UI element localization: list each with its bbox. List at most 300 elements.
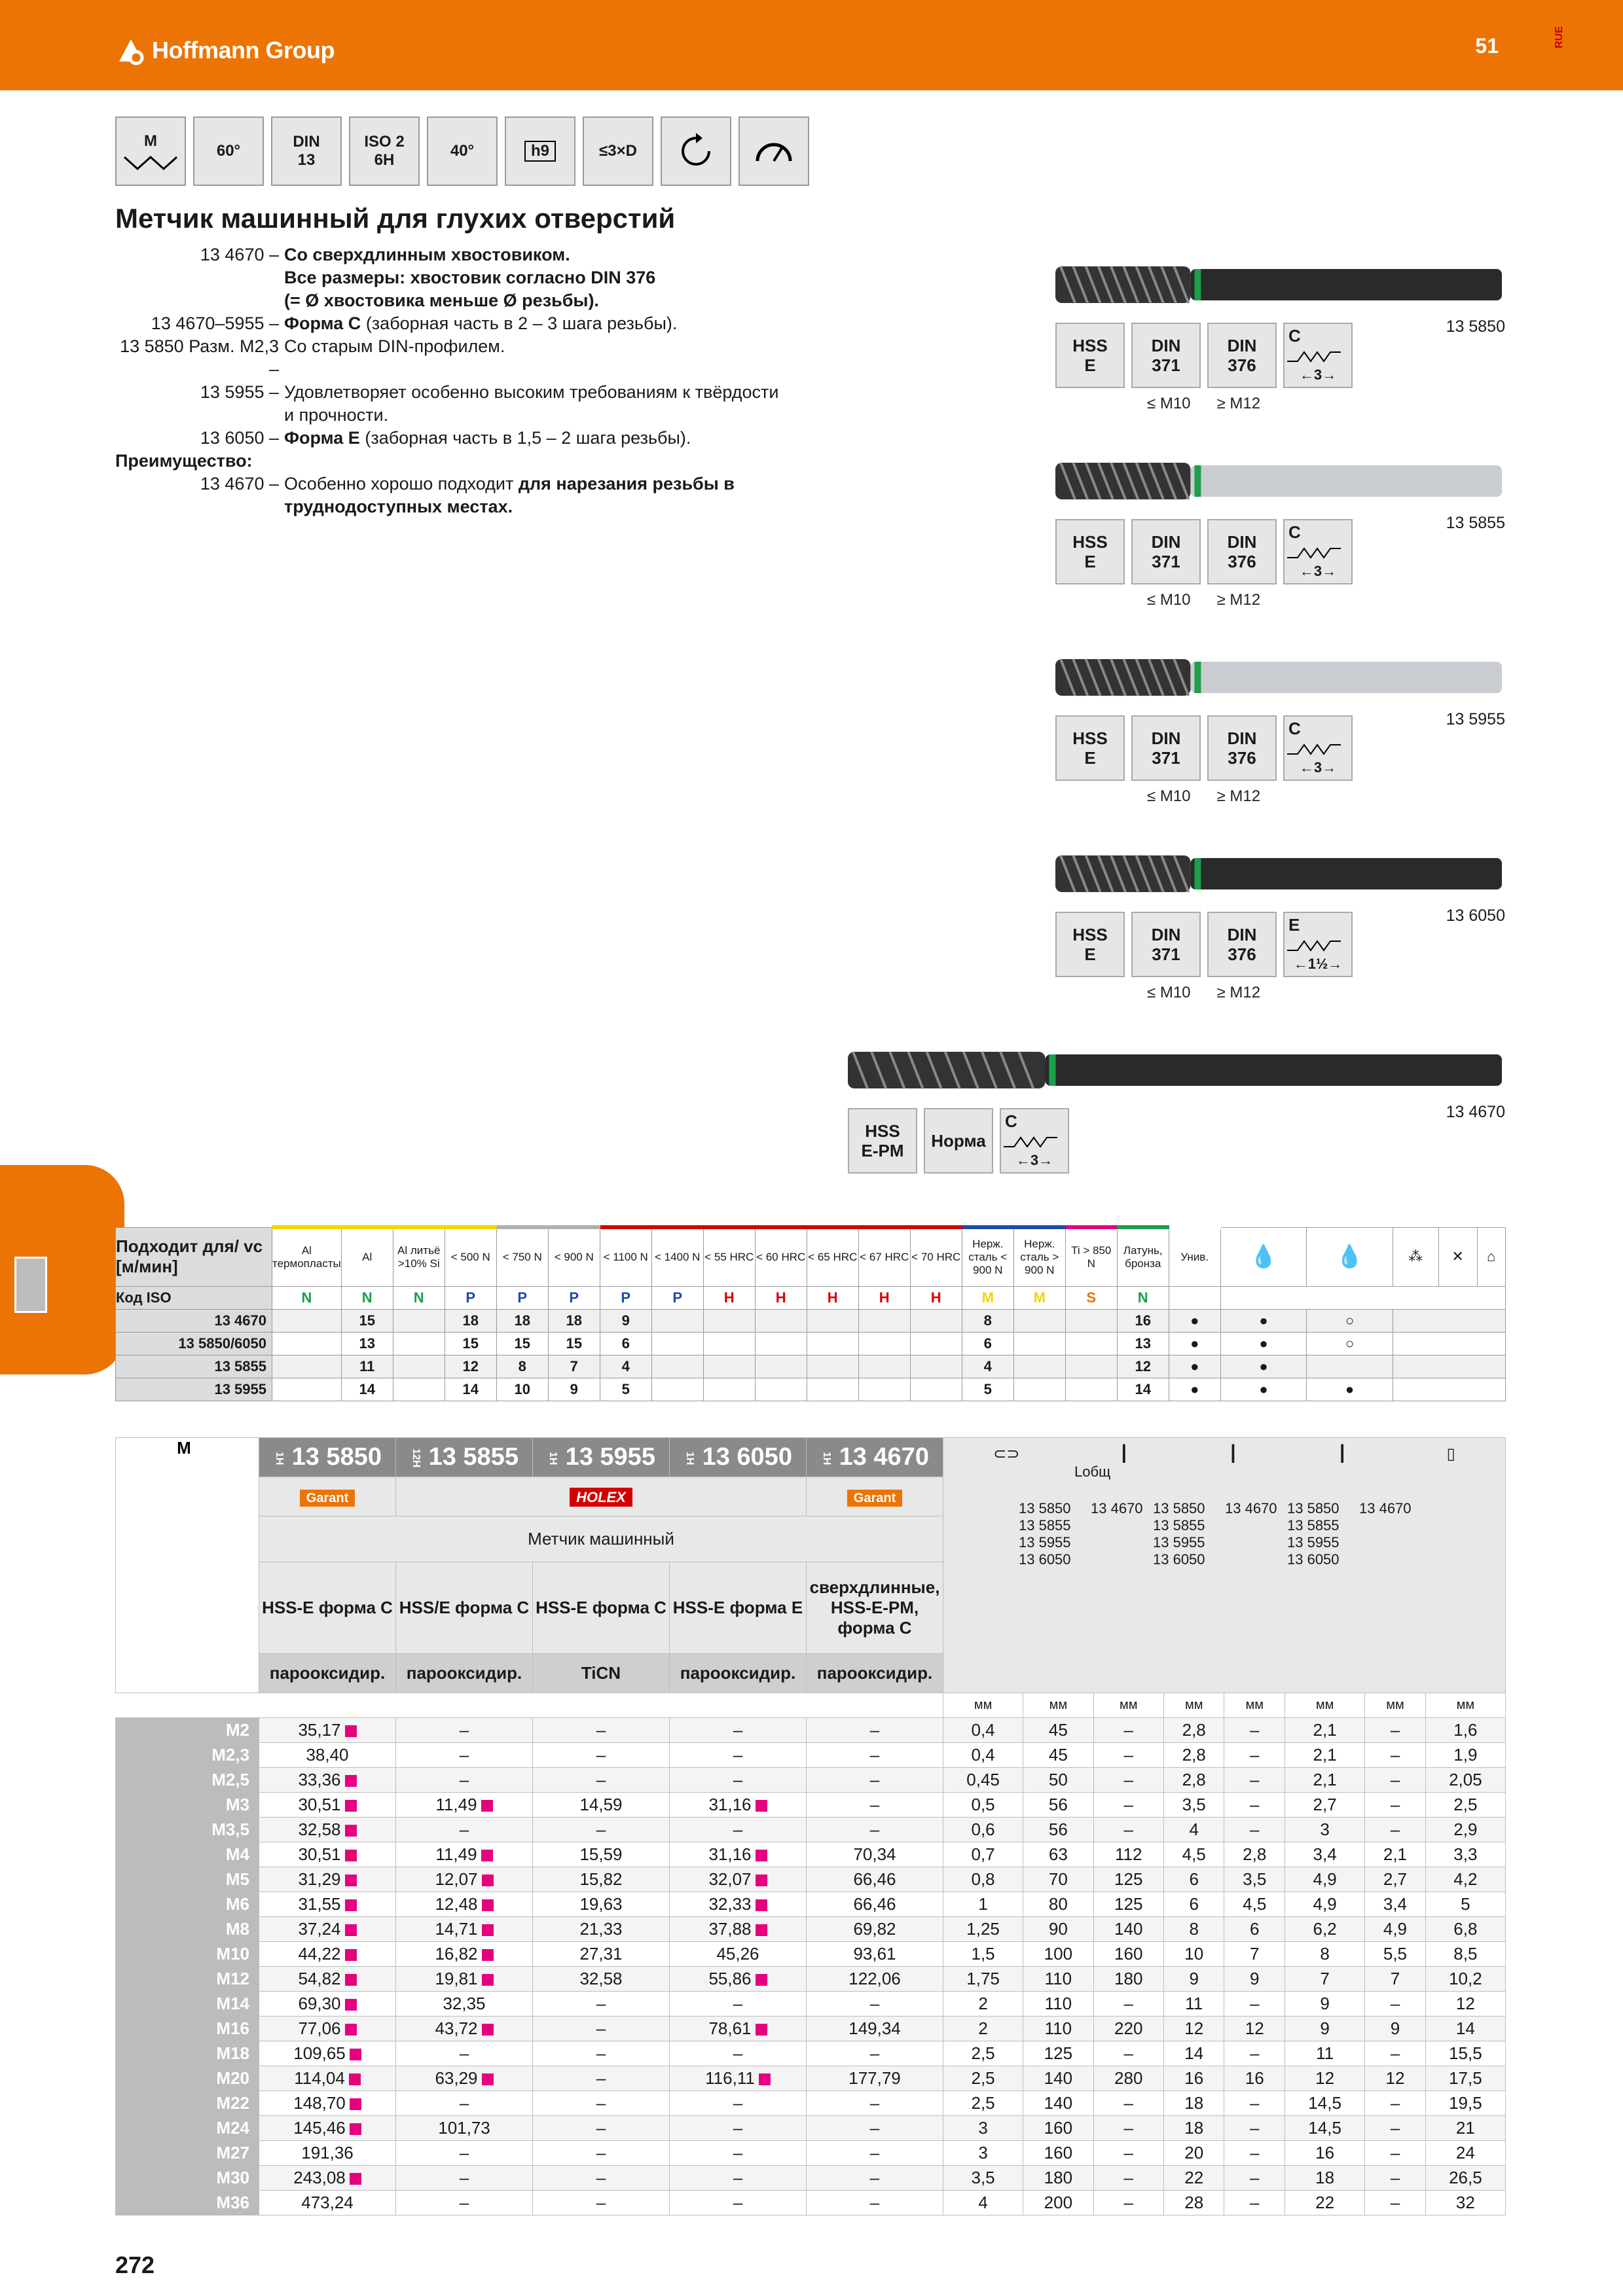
coolant-mark: ● <box>1220 1378 1307 1401</box>
stock-mark-icon <box>482 1949 494 1961</box>
stock-mark-icon <box>350 2049 361 2060</box>
din-box: DIN 376 <box>1207 912 1277 977</box>
price: 55,86 <box>670 1967 807 1992</box>
dimension-value: 5,5 <box>1365 1942 1426 1967</box>
vc-value <box>1065 1332 1117 1355</box>
vc-value: 10 <box>496 1378 548 1401</box>
coating: пароoксидир. <box>670 1654 807 1693</box>
suit-col-header: Нерж. сталь < 900 N <box>962 1227 1013 1286</box>
stock-mark-icon <box>345 1974 357 1986</box>
dimension-value: – <box>1093 2191 1163 2215</box>
tap-hole-icon: ┃ <box>1337 1445 1347 1463</box>
stock-mark-icon <box>345 1850 357 1861</box>
m-label: M <box>116 1438 259 1693</box>
price: 11,49 <box>396 1793 533 1818</box>
price: – <box>670 1992 807 2017</box>
dimension-value: – <box>1224 2191 1285 2215</box>
iso-code: N <box>341 1286 393 1309</box>
price: 14,71 <box>396 1917 533 1942</box>
price: – <box>533 2041 670 2066</box>
dimension-value: 10 <box>1163 1942 1224 1967</box>
price: 15,82 <box>533 1867 670 1892</box>
desc-text: и прочности. <box>284 405 389 425</box>
dimension-value: 2,1 <box>1285 1743 1365 1768</box>
suit-col-header: Al литьё >10% Si <box>393 1227 445 1286</box>
price: – <box>670 2191 807 2215</box>
dimension-value: – <box>1224 1743 1285 1768</box>
dimension-value: 9 <box>1285 1992 1365 2017</box>
product-code: 13 5855 <box>1446 514 1505 532</box>
vc-value <box>755 1378 807 1401</box>
iso-code: P <box>651 1286 703 1309</box>
vc-value <box>703 1332 755 1355</box>
din-box: Норма <box>924 1108 993 1174</box>
price: 473,24 <box>259 2191 396 2215</box>
dimension-value: 12 <box>1425 1992 1505 2017</box>
desc-code: 13 6050 – <box>200 428 279 448</box>
vc-value <box>651 1378 703 1401</box>
desc-code: Преимущество: <box>115 451 253 471</box>
tap-image-icon <box>1055 455 1506 507</box>
price: 31,16 <box>670 1842 807 1867</box>
vc-value <box>755 1332 807 1355</box>
spray-icon: ⁂ <box>1393 1227 1438 1286</box>
vc-value: 15 <box>496 1332 548 1355</box>
price: 32,07 <box>670 1867 807 1892</box>
thread-size: M4 <box>116 1842 259 1867</box>
price: 21,33 <box>533 1917 670 1942</box>
coolant-mark: ● <box>1220 1332 1307 1355</box>
price: 93,61 <box>807 1942 943 1967</box>
price: 243,08 <box>259 2166 396 2191</box>
dimension-value: – <box>1093 1718 1163 1743</box>
brand-logo <box>117 34 335 67</box>
dimension-value: 12 <box>1285 2066 1365 2091</box>
product-code: 13 5850 <box>1446 317 1505 336</box>
product-column-code: 1H 13 5955 <box>533 1438 670 1477</box>
tool-type: HSS-E форма C <box>259 1562 396 1654</box>
vc-value <box>272 1378 342 1401</box>
price: 44,22 <box>259 1942 396 1967</box>
vc-value <box>755 1309 807 1332</box>
iso-code: H <box>910 1286 962 1309</box>
dimension-value: 6,2 <box>1285 1917 1365 1942</box>
price: 101,73 <box>396 2116 533 2141</box>
stock-mark-icon <box>756 1924 767 1936</box>
vc-value: 12 <box>445 1355 496 1378</box>
product-column-code: 1H 13 4670 <box>807 1438 943 1477</box>
vc-value <box>393 1355 445 1378</box>
thread-size: M36 <box>116 2191 259 2215</box>
vc-value <box>393 1332 445 1355</box>
dimension-value: 63 <box>1023 1842 1093 1867</box>
dimension-value: 2,1 <box>1285 1768 1365 1793</box>
dimension-value: 125 <box>1093 1892 1163 1917</box>
vc-value: 15 <box>445 1332 496 1355</box>
hole-depth-icon: ▯ <box>1446 1445 1455 1463</box>
price: 70,34 <box>807 1842 943 1867</box>
dimension-value: 70 <box>1023 1867 1093 1892</box>
dimension-value: 0,6 <box>943 1818 1023 1842</box>
vc-value <box>272 1355 342 1378</box>
dimension-value: 9 <box>1163 1967 1224 1992</box>
unit-label: мм <box>1163 1693 1224 1718</box>
desc-code <box>115 495 284 518</box>
dimension-value: – <box>1093 1768 1163 1793</box>
iso-code: P <box>445 1286 496 1309</box>
right-header: 13 4670 <box>1359 1500 1412 1516</box>
dimension-value: – <box>1365 2166 1426 2191</box>
dimension-value: 2,8 <box>1163 1768 1224 1793</box>
dimension-value: – <box>1365 1992 1426 2017</box>
right-header: 13 4670 <box>1091 1500 1143 1516</box>
dimension-value: 4,5 <box>1224 1892 1285 1917</box>
desc-code <box>115 266 284 289</box>
coating: пароoксидир. <box>807 1654 943 1693</box>
dimension-value: 110 <box>1023 1967 1093 1992</box>
vc-value: 7 <box>548 1355 600 1378</box>
coating: пароoксидир. <box>259 1654 396 1693</box>
dimension-value: 160 <box>1093 1942 1163 1967</box>
dimension-value: 80 <box>1023 1892 1093 1917</box>
dimension-value: 2,5 <box>943 2091 1023 2116</box>
thread-size: M2,3 <box>116 1743 259 1768</box>
desc-code: 13 4670 – <box>200 245 279 264</box>
din-box: DIN 376 <box>1207 323 1277 388</box>
description <box>115 243 835 518</box>
dimension-value: 0,4 <box>943 1718 1023 1743</box>
dimension-value: 9 <box>1365 2017 1426 2041</box>
coolant-mark: ● <box>1307 1378 1393 1401</box>
stock-mark-icon <box>482 1924 494 1936</box>
dimension-value: 160 <box>1023 2141 1093 2166</box>
suit-col-header: Ti > 850 N <box>1065 1227 1117 1286</box>
vc-value: 8 <box>962 1309 1013 1332</box>
dimension-value: 16 <box>1224 2066 1285 2091</box>
suit-row-code: 13 5855 <box>116 1355 272 1378</box>
iso-code: S <box>1065 1286 1117 1309</box>
price: – <box>807 2141 943 2166</box>
stock-mark-icon <box>756 1899 767 1911</box>
price: – <box>396 2091 533 2116</box>
vc-value <box>651 1309 703 1332</box>
price: 27,31 <box>533 1942 670 1967</box>
price: – <box>533 2017 670 2041</box>
product-size-range: ≤ M10 ≥ M12 <box>1147 984 1261 1001</box>
dimension-value: 22 <box>1163 2166 1224 2191</box>
dimension-value: – <box>1224 1992 1285 2017</box>
tool-type: HSS-E форма E <box>670 1562 807 1654</box>
price: 12,07 <box>396 1867 533 1892</box>
din-box: DIN 371 <box>1131 912 1201 977</box>
price: – <box>396 1818 533 1842</box>
vc-value <box>1065 1355 1117 1378</box>
desc-line <box>115 289 835 312</box>
dimension-value: – <box>1224 2141 1285 2166</box>
dimension-value: 2,05 <box>1425 1768 1505 1793</box>
dimension-value: 4 <box>1163 1818 1224 1842</box>
iso-code <box>1169 1286 1220 1309</box>
dimension-value: 4,5 <box>1163 1842 1224 1867</box>
product-spec-row <box>1055 519 1353 584</box>
stock-mark-icon <box>756 2024 767 2036</box>
price: 11,49 <box>396 1842 533 1867</box>
dimension-value: – <box>1093 2091 1163 2116</box>
dimension-value: 2 <box>943 2017 1023 2041</box>
price: – <box>533 1718 670 1743</box>
dimension-value: – <box>1365 1768 1426 1793</box>
dimension-value: – <box>1093 1818 1163 1842</box>
thread-size: M24 <box>116 2116 259 2141</box>
dimension-value: – <box>1093 1992 1163 2017</box>
din-box: DIN 371 <box>1131 715 1201 781</box>
suit-row-code: 13 4670 <box>116 1309 272 1332</box>
stock-mark-icon <box>345 1800 357 1812</box>
suit-col-header: < 70 HRC <box>910 1227 962 1286</box>
dimension-value: – <box>1093 1743 1163 1768</box>
coating: TiCN <box>533 1654 670 1693</box>
dimension-value: 140 <box>1023 2091 1093 2116</box>
vc-value <box>393 1378 445 1401</box>
hoffmann-logo-icon <box>117 35 147 65</box>
product-size-range: ≤ M10 ≥ M12 <box>1147 787 1261 805</box>
stock-mark-icon <box>345 1949 357 1961</box>
price: 32,35 <box>396 1992 533 2017</box>
table-row <box>116 1892 1506 1917</box>
desc-line <box>115 404 835 427</box>
dimension-value: 45 <box>1023 1718 1093 1743</box>
price: 54,82 <box>259 1967 396 1992</box>
table-row <box>116 1867 1506 1892</box>
desc-code <box>115 289 284 312</box>
thread-size: M12 <box>116 1967 259 1992</box>
tap-image-icon <box>1055 651 1506 704</box>
dimension-value: 10,2 <box>1425 1967 1505 1992</box>
table-row <box>116 1942 1506 1967</box>
vc-value: 5 <box>962 1378 1013 1401</box>
thread-size: M22 <box>116 2091 259 2116</box>
dimension-value: – <box>1224 1718 1285 1743</box>
price: 45,26 <box>670 1942 807 1967</box>
vc-value <box>1065 1378 1117 1401</box>
din-box: DIN 376 <box>1207 519 1277 584</box>
helix-40-icon: 40° <box>427 117 498 186</box>
dimension-value: 2,7 <box>1365 1867 1426 1892</box>
din-box: DIN 371 <box>1131 519 1201 584</box>
table-row <box>116 1793 1506 1818</box>
no-coolant-icon: ✕ <box>1438 1227 1477 1286</box>
dimension-value: 14 <box>1425 2017 1505 2041</box>
thread-size: M14 <box>116 1992 259 2017</box>
stock-mark-icon <box>759 2073 771 2085</box>
table-row <box>116 1818 1506 1842</box>
desc-line <box>115 335 835 381</box>
price: 31,16 <box>670 1793 807 1818</box>
dimension-value: 14 <box>1163 2041 1224 2066</box>
dimension-value: 1 <box>943 1892 1023 1917</box>
dimension-value: 110 <box>1023 1992 1093 2017</box>
dimension-value: 1,75 <box>943 1967 1023 1992</box>
price: 38,40 <box>259 1743 396 1768</box>
right-header: 13 4670 <box>1225 1500 1277 1516</box>
table-row <box>116 1768 1506 1793</box>
price: – <box>807 1992 943 2017</box>
chamfer-form-box: C ←3→ <box>1000 1108 1069 1174</box>
dimension-value: – <box>1365 1818 1426 1842</box>
price: 116,11 <box>670 2066 807 2091</box>
vc-value: ● <box>1169 1378 1220 1401</box>
stock-mark-icon <box>345 2024 357 2036</box>
din13-icon: DIN 13 <box>271 117 342 186</box>
price: 16,82 <box>396 1942 533 1967</box>
vc-value: 12 <box>1117 1355 1169 1378</box>
coolant-mark: ○ <box>1307 1309 1393 1332</box>
stock-mark-icon <box>756 1974 767 1986</box>
chamfer-form-box: C ←3→ <box>1283 715 1353 781</box>
dimension-value: 3,5 <box>1163 1793 1224 1818</box>
vc-value: 13 <box>1117 1332 1169 1355</box>
dimension-value: 90 <box>1023 1917 1093 1942</box>
table-row <box>116 2041 1506 2066</box>
iso-code: N <box>272 1286 342 1309</box>
dimension-value: 17,5 <box>1425 2066 1505 2091</box>
thread-size: M2 <box>116 1718 259 1743</box>
stock-mark-icon <box>345 1725 357 1737</box>
dimension-value: 2 <box>943 1992 1023 2017</box>
table-row <box>116 1917 1506 1942</box>
dimension-value: 21 <box>1425 2116 1505 2141</box>
vc-value: 14 <box>445 1378 496 1401</box>
price: – <box>533 2066 670 2091</box>
dimension-value: 16 <box>1163 2066 1224 2091</box>
suit-col-header: < 1100 N <box>600 1227 651 1286</box>
suit-col-header: < 65 HRC <box>807 1227 858 1286</box>
thread-size: M27 <box>116 2141 259 2166</box>
coolant-mark: ● <box>1220 1309 1307 1332</box>
price: 12,48 <box>396 1892 533 1917</box>
stock-mark-icon <box>482 1899 494 1911</box>
suit-col-header: Нерж. сталь > 900 N <box>1013 1227 1065 1286</box>
dimension-value: 8,5 <box>1425 1942 1505 1967</box>
product-spec-row <box>848 1108 1069 1174</box>
price: – <box>533 2191 670 2215</box>
dimension-value: 0,45 <box>943 1768 1023 1793</box>
stock-mark-icon <box>345 1999 357 2011</box>
vc-value <box>807 1332 858 1355</box>
iso-code: P <box>496 1286 548 1309</box>
dimension-value: 2,8 <box>1163 1718 1224 1743</box>
stock-mark-icon <box>345 1874 357 1886</box>
material-box: HSS E <box>1055 323 1125 388</box>
price: 31,55 <box>259 1892 396 1917</box>
tap-image-icon <box>1055 848 1506 900</box>
dimension-value: 4,9 <box>1285 1892 1365 1917</box>
stock-mark-icon <box>481 1850 493 1861</box>
price: – <box>670 2141 807 2166</box>
dimension-value: 4,2 <box>1425 1867 1505 1892</box>
right-header: 13 5850 13 5855 13 5955 13 6050 <box>1287 1500 1340 1568</box>
thread-size: M30 <box>116 2166 259 2191</box>
suit-col-header: < 67 HRC <box>858 1227 910 1286</box>
stock-mark-icon <box>482 2024 494 2036</box>
stock-mark-icon <box>350 2098 361 2110</box>
dimension-value: 280 <box>1093 2066 1163 2091</box>
price: – <box>807 2191 943 2215</box>
unit-label: мм <box>1285 1693 1365 1718</box>
material-box: HSS E <box>1055 519 1125 584</box>
vc-value <box>703 1378 755 1401</box>
price: 66,46 <box>807 1892 943 1917</box>
iso-code: P <box>548 1286 600 1309</box>
dimension-value: 56 <box>1023 1793 1093 1818</box>
price: – <box>807 1768 943 1793</box>
iso-code: H <box>703 1286 755 1309</box>
table-row <box>116 1992 1506 2017</box>
dimension-value: – <box>1093 1793 1163 1818</box>
vc-value <box>858 1355 910 1378</box>
desc-line <box>115 495 835 518</box>
shank-h9-icon: h9 <box>505 117 575 186</box>
dimension-value: – <box>1093 2041 1163 2066</box>
desc-line <box>115 266 835 289</box>
drop-icon: 💧 <box>1220 1227 1307 1286</box>
stock-mark-icon <box>350 2173 361 2185</box>
dimension-value: 9 <box>1224 1967 1285 1992</box>
vc-value: 14 <box>341 1378 393 1401</box>
section-tab <box>0 1165 124 1374</box>
price: – <box>396 2191 533 2215</box>
dimension-value: 3,5 <box>943 2166 1023 2191</box>
iso-code: H <box>807 1286 858 1309</box>
price: – <box>670 1768 807 1793</box>
price: 145,46 <box>259 2116 396 2141</box>
dimension-value: 5 <box>1425 1892 1505 1917</box>
price: 37,24 <box>259 1917 396 1942</box>
tool-type: HSS/E форма C <box>396 1562 533 1654</box>
table-row <box>116 2116 1506 2141</box>
price: 37,88 <box>670 1917 807 1942</box>
suitability-table <box>115 1225 1506 1401</box>
price: – <box>533 1992 670 2017</box>
dimension-value: 50 <box>1023 1768 1093 1793</box>
dimension-value: 12 <box>1365 2066 1426 2091</box>
price: 191,36 <box>259 2141 396 2166</box>
thread-section-icon <box>14 1257 47 1313</box>
right-header: 13 5850 13 5855 13 5955 13 6050 <box>1153 1500 1205 1568</box>
stock-mark-icon <box>345 1899 357 1911</box>
dimension-value: 2,1 <box>1285 1718 1365 1743</box>
dimension-value: 6,8 <box>1425 1917 1505 1942</box>
dimension-value: – <box>1365 1743 1426 1768</box>
dimension-value: – <box>1365 2041 1426 2066</box>
dimension-value: 19,5 <box>1425 2091 1505 2116</box>
dimension-value: 6 <box>1224 1917 1285 1942</box>
price: 31,29 <box>259 1867 396 1892</box>
price: – <box>533 2166 670 2191</box>
price: – <box>670 1743 807 1768</box>
dimension-value: – <box>1224 1768 1285 1793</box>
vc-value <box>910 1378 962 1401</box>
coolant-mark <box>1307 1355 1393 1378</box>
vc-value <box>651 1355 703 1378</box>
vc-value <box>858 1309 910 1332</box>
product-spec-row <box>1055 323 1353 388</box>
dimension-value: 3 <box>943 2141 1023 2166</box>
dimension-value: 1,6 <box>1425 1718 1505 1743</box>
dimension-value: 2,8 <box>1224 1842 1285 1867</box>
table-row <box>116 1743 1506 1768</box>
vc-value: 16 <box>1117 1309 1169 1332</box>
